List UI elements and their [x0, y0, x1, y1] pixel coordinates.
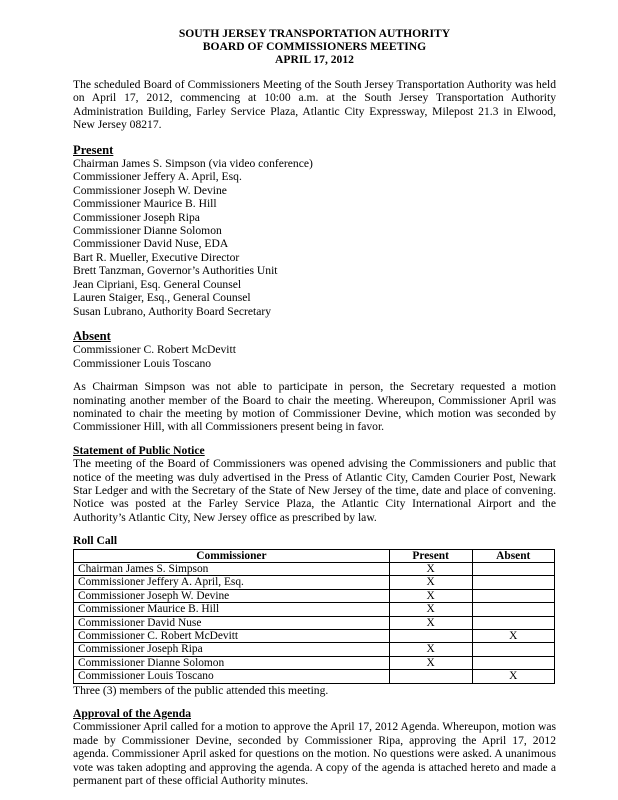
present-heading: Present	[73, 142, 114, 157]
present-item: Susan Lubrano, Authority Board Secretary	[73, 304, 272, 318]
table-row	[74, 630, 555, 643]
commissioner-name-cell: Commissioner Joseph W. Devine	[74, 589, 390, 602]
absent-mark-cell	[472, 616, 555, 629]
absent-list	[73, 343, 556, 370]
commissioner-name-cell: Chairman James S. Simpson	[74, 563, 390, 576]
intro-paragraph: The scheduled Board of Commissioners Meeting of the South Jersey Transportation Authority was held on April 17, 2012, commencing at 10:00 a.m. at the South Jersey Transportation Authority Administration Building, Farley Service Plaza, Atlantic City Expressway, Milepost 21.3 in Elwood, New Jersey 08217.	[73, 78, 556, 132]
commissioner-name-cell: Commissioner Maurice B. Hill	[74, 603, 390, 616]
present-mark-cell: X	[389, 603, 472, 616]
table-row	[74, 656, 555, 669]
present-item: Bart R. Mueller, Executive Director	[73, 250, 240, 264]
present-item: Commissioner Joseph Ripa	[73, 210, 200, 224]
present-mark-cell	[389, 670, 472, 683]
table-row	[74, 643, 555, 656]
table-row	[74, 670, 555, 683]
agenda-paragraph: Commissioner April called for a motion to approve the April 17, 2012 Agenda. Whereupon, motion was made by Commissioner Devine, seconded by Commissioner Ripa, approving the April 17, 2012 agenda. Commissioner April asked for questions on the motion. No questions were asked. A unanimous vote was taken adopting and approving the agenda. A copy of the agenda is attached hereto and made a permanent part of these official Authority minutes.	[73, 720, 556, 788]
present-item: Commissioner Joseph W. Devine	[73, 183, 227, 197]
roll-call-table	[73, 549, 555, 684]
table-row	[74, 616, 555, 629]
absent-heading: Absent	[73, 328, 111, 343]
absent-mark-cell	[472, 643, 555, 656]
chair-paragraph: As Chairman Simpson was not able to participate in person, the Secretary requested a motion nominating another member of the Board to chair the meeting. Whereupon, Commissioner April was nominated to chair the meeting by motion of Commissioner Devine, which motion was seconded by Commissioner Hill, with all Commissioners present being in favor.	[73, 380, 556, 434]
public-notice-paragraph: The meeting of the Board of Commissioners was opened advising the Commissioners and public that notice of the meeting was duly advertised in the Press of Atlantic City, Camden Courier Post, Newark Star Ledger and with the Secretary of the State of New Jersey of the time, date and place of convening. Notice was posted at the Farley Service Plaza, the Atlantic City International Airport and the Authority’s Atlantic City, New Jersey office as prescribed by law.	[73, 457, 556, 524]
absent-mark-cell: X	[472, 670, 555, 683]
column-header-absent: Absent	[472, 549, 555, 562]
present-mark-cell: X	[389, 616, 472, 629]
public-attendance-note: Three (3) members of the public attended this meeting.	[73, 683, 329, 697]
present-item: Brett Tanzman, Governor’s Authorities Unit	[73, 264, 278, 278]
present-mark-cell: X	[389, 643, 472, 656]
present-item: Commissioner David Nuse, EDA	[73, 237, 229, 251]
absent-mark-cell: X	[472, 630, 555, 643]
present-item: Chairman James S. Simpson (via video conference)	[73, 157, 313, 171]
absent-mark-cell	[472, 603, 555, 616]
commissioner-name-cell: Commissioner Joseph Ripa	[74, 643, 390, 656]
present-item: Commissioner Jeffery A. April, Esq.	[73, 170, 242, 184]
roll-call-heading: Roll Call	[73, 534, 118, 548]
present-list	[73, 157, 556, 318]
public-notice-heading: Statement of Public Notice	[73, 443, 205, 457]
present-item: Jean Cipriani, Esq. General Counsel	[73, 277, 242, 291]
header-date: APRIL 17, 2012	[275, 53, 354, 66]
document-header	[73, 27, 556, 66]
absent-item: Commissioner C. Robert McDevitt	[73, 343, 236, 357]
header-meeting: BOARD OF COMMISSIONERS MEETING	[202, 40, 427, 53]
absent-mark-cell	[472, 563, 555, 576]
column-header-present: Present	[389, 549, 472, 562]
present-item: Commissioner Maurice B. Hill	[73, 197, 217, 211]
column-header-commissioner: Commissioner	[74, 549, 390, 562]
roll-call-header-row	[74, 549, 555, 562]
present-mark-cell	[389, 630, 472, 643]
commissioner-name-cell: Commissioner David Nuse	[74, 616, 390, 629]
commissioner-name-cell: Commissioner C. Robert McDevitt	[74, 630, 390, 643]
table-row	[74, 563, 555, 576]
absent-mark-cell	[472, 589, 555, 602]
commissioner-name-cell: Commissioner Jeffery A. April, Esq.	[74, 576, 390, 589]
present-item: Commissioner Dianne Solomon	[73, 224, 222, 238]
table-row	[74, 576, 555, 589]
commissioner-name-cell: Commissioner Louis Toscano	[74, 670, 390, 683]
absent-mark-cell	[472, 576, 555, 589]
table-row	[74, 603, 555, 616]
present-mark-cell: X	[389, 576, 472, 589]
agenda-heading: Approval of the Agenda	[73, 707, 191, 721]
table-row	[74, 589, 555, 602]
present-mark-cell: X	[389, 656, 472, 669]
header-organization: SOUTH JERSEY TRANSPORTATION AUTHORITY	[178, 27, 451, 40]
present-mark-cell: X	[389, 589, 472, 602]
present-mark-cell: X	[389, 563, 472, 576]
absent-item: Commissioner Louis Toscano	[73, 356, 212, 370]
absent-mark-cell	[472, 656, 555, 669]
present-item: Lauren Staiger, Esq., General Counsel	[73, 291, 251, 305]
roll-call-body	[74, 563, 555, 684]
commissioner-name-cell: Commissioner Dianne Solomon	[74, 656, 390, 669]
